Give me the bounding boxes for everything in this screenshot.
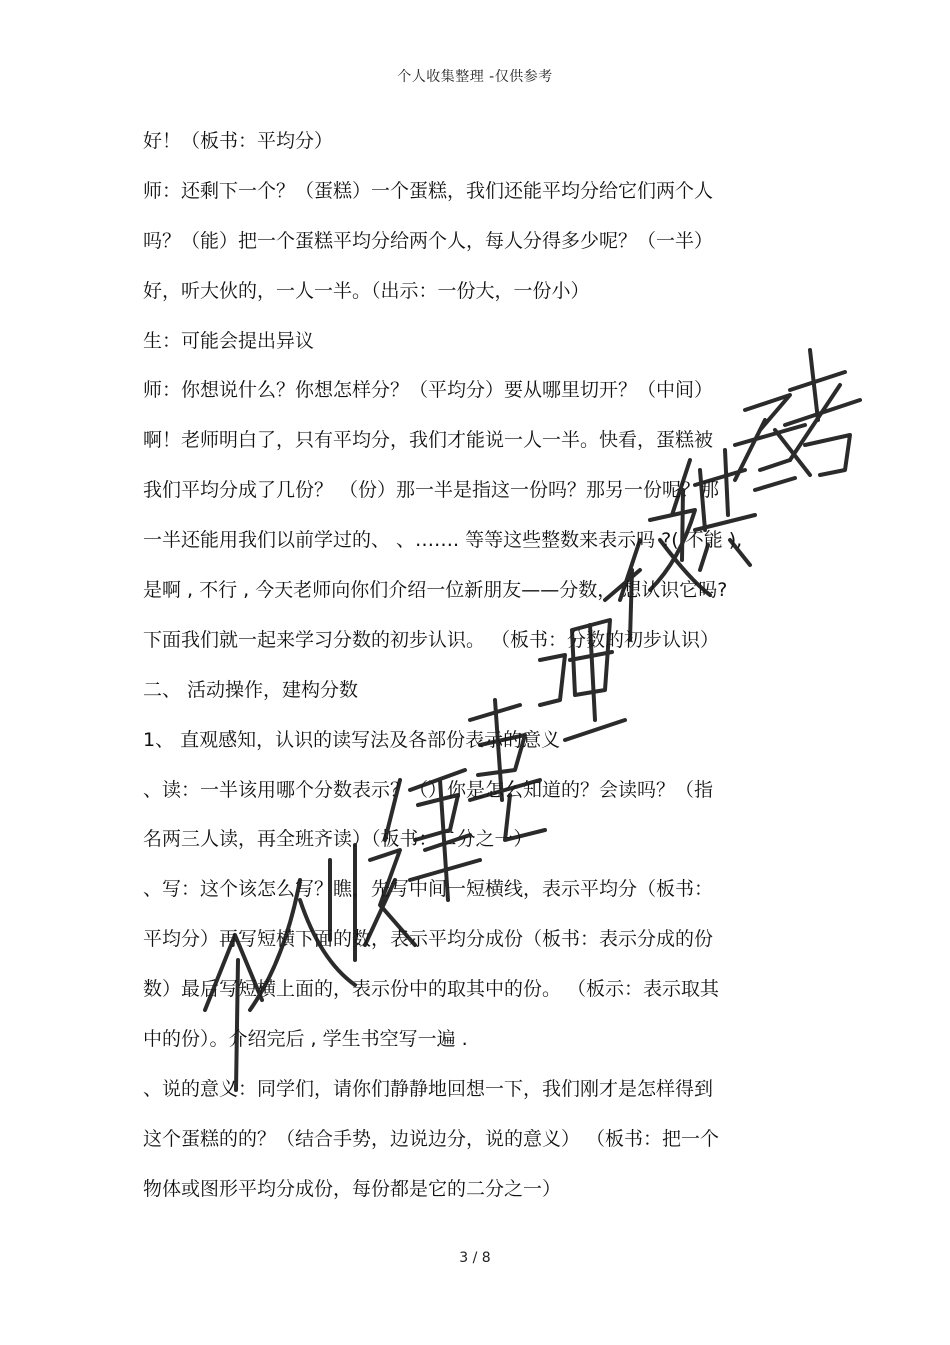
document-body [143,122,823,1220]
text-line: 师：还剩下一个？（蛋糕）一个蛋糕，我们还能平均分给它们两个人 [143,179,714,202]
text-line: 好！（板书：平均分） [143,130,334,152]
text-line: 好，听大伙的，一人一半。（出示：一份大，一份小） [143,279,590,302]
text-line: 、读：一半该用哪个分数表示？（）你是怎么知道的？会读吗？（指 [143,778,714,801]
section-heading: 二、 活动操作，建构分数 [143,678,359,701]
page-number: 3 / 8 [459,1250,491,1266]
text-line: 中的份）。介绍完后 , 学生书空写一遍 . [143,1028,468,1051]
text-line: 生：可能会提出异议 [143,329,315,352]
page-header: 个人收集整理 -仅供参考 [397,69,553,85]
text-line: 平均分）再写短横下面的数，表示平均分成份（板书：表示分成的份 [143,928,714,951]
text-line: 物体或图形平均分成份，每份都是它的二分之一） [143,1177,562,1200]
text-line: 一半还能用我们以前学过的、 、……. 等等这些整数来表示吗 ?( 不能 ), [143,529,743,552]
text-line: 下面我们就一起来学习分数的初步认识。 （板书：分数的初步认识） [143,628,720,651]
text-line: 、写：这个该怎么写？瞧，先写中间一短横线，表示平均分（板书： [143,878,714,901]
text-line: 、说的意义：同学们，请你们静静地回想一下，我们刚才是怎样得到 [143,1077,714,1100]
text-line: 数）最后写短横上面的，表示份中的取其中的份。 （板示：表示取其 [143,978,720,1001]
text-line: 吗？（能）把一个蛋糕平均分给两个人，每人分得多少呢？（一半） [143,229,714,252]
text-line: 我们平均分成了几份？ （份）那一半是指这一份吗？那另一份呢？那 [143,479,720,502]
text-line: 这个蛋糕的的？（结合手势，边说边分，说的意义） （板书：把一个 [143,1127,720,1150]
text-line: 是啊 , 不行 , 今天老师向你们介绍一位新朋友——分数， 想认识它吗? [143,579,728,602]
text-line: 啊！老师明白了，只有平均分，我们才能说一人一半。快看，蛋糕被 [143,429,714,452]
text-line: 师：你想说什么？你想怎样分？（平均分）要从哪里切开？（中间） [143,379,714,402]
subsection-heading: 1、 直观感知，认识的读写法及各部份表示的意义 [143,728,561,751]
text-line: 名两三人读，再全班齐读）（板书：二分之一） [143,828,533,851]
